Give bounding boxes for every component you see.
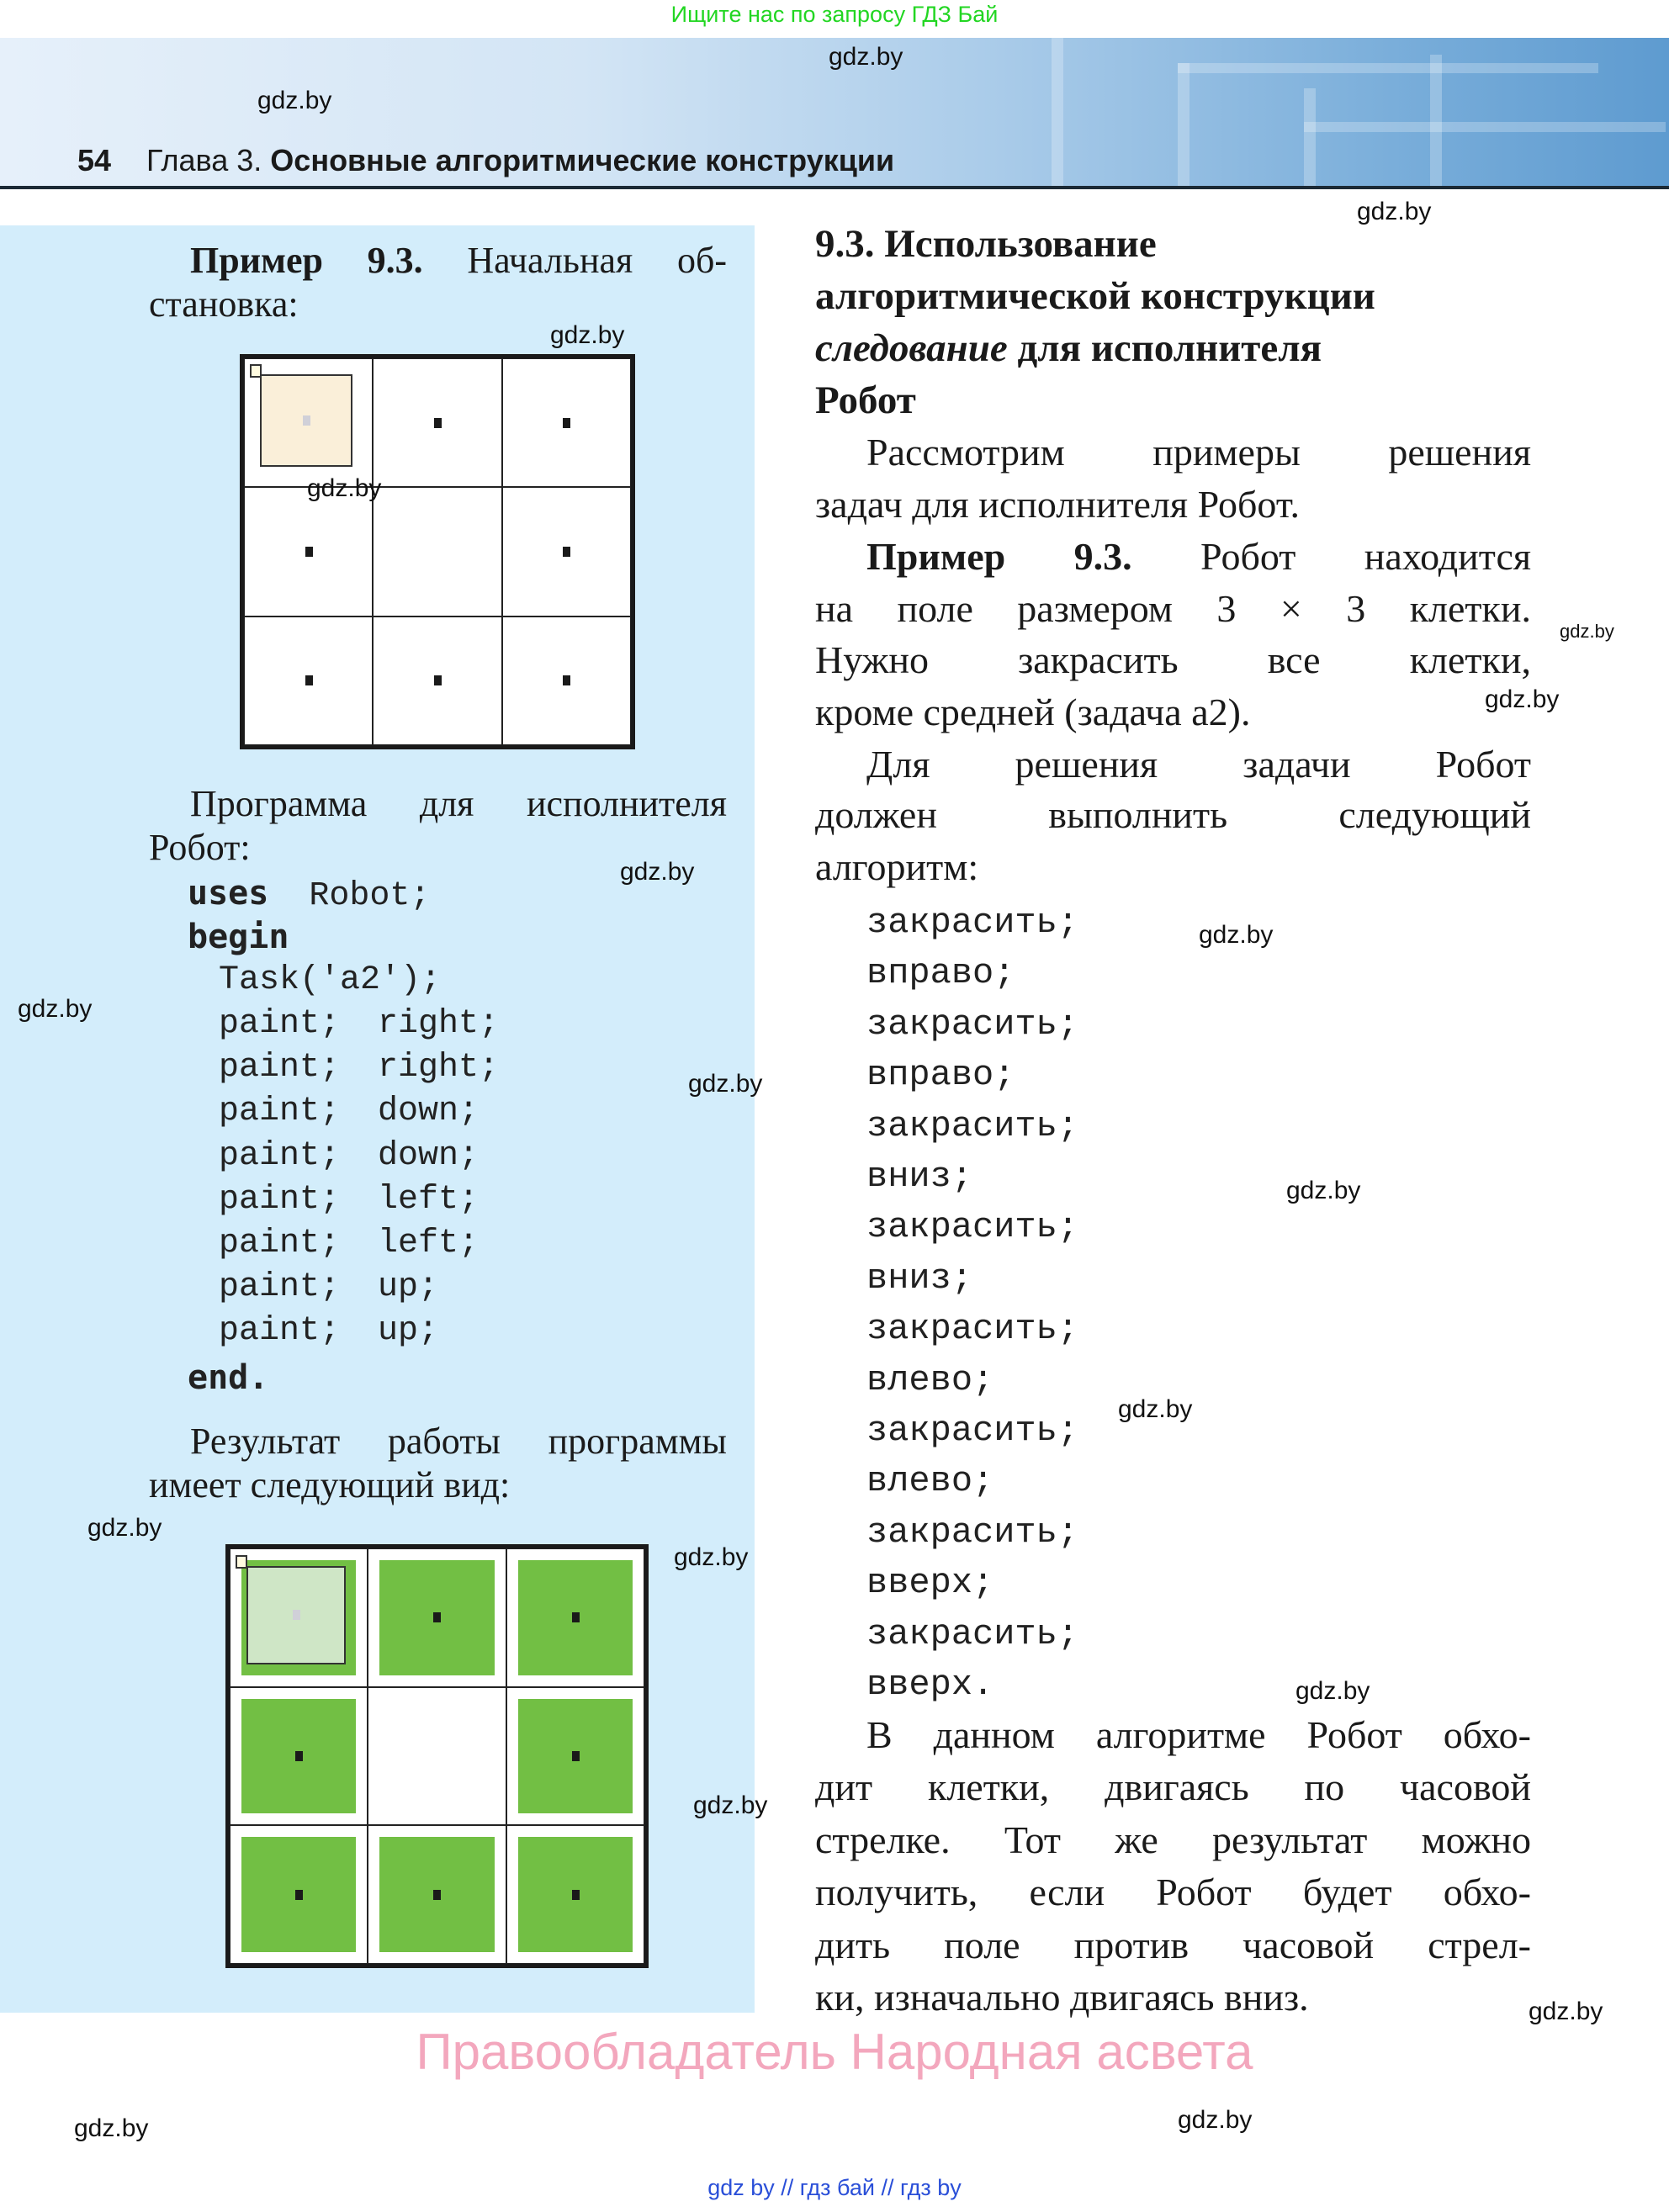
watermark: gdz.by [693,1791,768,1819]
code-move: down; [378,1136,480,1175]
paragraph-line: Рассмотрим примеры решения [866,431,1531,474]
watermark: gdz.by [18,995,93,1023]
paragraph-line: Нужно закрасить все клетки, [815,638,1531,681]
robot-corner-icon [250,364,262,378]
keyword-begin: begin [188,918,289,956]
paragraph-line: дит клетки, двигаясь по часовой [815,1765,1531,1809]
example-label: Пример 9.3. [866,535,1132,578]
paragraph-line: Для решения задачи Робот [866,743,1531,786]
banner-decoration [1178,63,1189,186]
algorithm-step: вверх; [866,1563,994,1604]
banner-decoration [1052,38,1063,186]
watermark: gdz.by [74,2114,149,2142]
chapter-name: Основные алгоритмические конструкции [270,143,895,177]
algorithm-step: закрасить; [866,1105,1079,1146]
copyright-notice: Правообладатель Народная асвета [416,2024,1253,2080]
code-line: Task('a2'); [219,961,442,999]
footer-links[interactable]: gdz by // гдз бай // гдз by [707,2175,962,2200]
section-heading-line4: Робот [815,378,916,422]
grid-cell [373,487,501,616]
cell-marker-icon [563,418,570,428]
heading-text: для исполнителя [1017,326,1322,370]
result-caption: Результат работы программы [190,1421,727,1462]
watermark: gdz.by [1118,1395,1193,1423]
section-heading-line1: 9.3. Использование [815,222,1157,266]
program-intro: Программа для исполнителя [190,783,727,824]
grid-cell [244,487,373,616]
cell-marker-icon [295,1751,303,1761]
algorithm-step: вправо; [866,1055,1015,1096]
cell-marker-icon [563,675,570,685]
cell-marker-icon [434,418,442,428]
chapter-title [146,143,894,178]
code-command: paint; [219,1312,341,1351]
cell-marker-icon [293,1610,300,1620]
keyword: uses [188,874,269,913]
cell-marker-icon [572,1612,580,1622]
code-command: paint; [219,1225,341,1262]
code-command: paint; [219,1136,341,1175]
robot-icon [246,1566,346,1665]
cell-marker-icon [563,547,570,557]
code-move: up; [378,1268,439,1307]
code-command: paint; [219,1180,341,1219]
grid-cell [506,1687,644,1826]
cell-marker-icon [305,675,313,685]
result-field-grid [225,1544,649,1968]
watermark: gdz.by [257,87,332,114]
example-text: Начальная об- [467,240,727,281]
grid-cell [368,1687,506,1826]
grid-cell [506,1825,644,1964]
example-caption [190,237,727,284]
cell-marker-icon [303,415,310,426]
code-move: right; [378,1005,500,1043]
banner-decoration [1430,55,1442,186]
result-caption-line2: имеет следующий вид: [149,1464,511,1506]
code-move: up; [378,1312,439,1351]
banner-decoration [1304,122,1666,132]
paragraph-line: дить поле против часовой стрел- [815,1923,1531,1966]
code-command: paint; [219,1093,341,1131]
watermark: gdz.by [1295,1677,1370,1705]
code-move: right; [378,1049,500,1087]
algorithm-step: закрасить; [866,902,1079,943]
cell-marker-icon [434,675,442,685]
code-command: paint; [219,1049,341,1087]
grid-cell [230,1548,368,1687]
grid-cell [368,1825,506,1964]
watermark: gdz.by [1485,685,1560,713]
paragraph-text: Робот находится [1200,535,1532,578]
paragraph-line: алгоритм: [815,845,979,888]
header-rule [0,186,1669,189]
watermark: gdz.by [1357,198,1432,225]
code-move: left; [378,1180,480,1219]
initial-field-grid [240,354,635,749]
algorithm-step: вверх. [866,1664,994,1705]
watermark: gdz.by [1178,2106,1253,2134]
paragraph-line: стрелке. Тот же результат можно [815,1818,1531,1861]
banner-decoration [1178,63,1598,73]
search-hint: Ищите нас по запросу ГДЗ Бай [670,2,999,27]
code-command: paint; [219,1005,341,1043]
algorithm-step: закрасить; [866,1613,1079,1654]
grid-cell [506,1548,644,1687]
grid-cell [368,1548,506,1687]
code-line [188,871,430,915]
watermark: gdz.by [1199,921,1274,949]
grid-cell [244,617,373,745]
banner-decoration [1304,88,1316,186]
grid-cell [502,487,631,616]
algorithm-step: влево; [866,1461,994,1502]
algorithm-step: закрасить; [866,1511,1079,1553]
chapter-prefix: Глава 3. [146,143,262,177]
program-intro-line2: Робот: [149,827,251,868]
paragraph-line: ки, изначально двигаясь вниз. [815,1976,1309,2019]
cell-marker-icon [305,547,313,557]
grid-cell [230,1825,368,1964]
example-caption-line2: становка: [149,283,299,325]
watermark: gdz.by [829,43,903,71]
cell-marker-icon [295,1890,303,1900]
heading-italic-term: следование [815,326,1008,370]
example-label: Пример 9.3. [190,240,423,281]
code-move: left; [378,1225,480,1262]
code-arg: Robot; [309,877,431,915]
section-heading-line3 [815,325,1322,372]
algorithm-step: вниз; [866,1257,973,1299]
watermark: gdz.by [674,1543,749,1571]
grid-cell [502,617,631,745]
cell-marker-icon [433,1612,441,1622]
section-heading-line2: алгоритмической конструкции [815,274,1375,318]
watermark: gdz.by [620,858,695,886]
algorithm-step: закрасить; [866,1207,1079,1248]
algorithm-step: закрасить; [866,1410,1079,1451]
algorithm-step: закрасить; [866,1309,1079,1350]
grid-cell [373,617,501,745]
cell-marker-icon [572,1890,580,1900]
algorithm-step: вниз; [866,1156,973,1197]
paragraph-line: получить, если Робот будет обхо- [815,1871,1531,1914]
grid-cell [230,1687,368,1826]
watermark: gdz.by [688,1070,763,1098]
code-command: paint; [219,1268,341,1307]
grid-cell [373,358,501,487]
cell-marker-icon [433,1890,441,1900]
grid-cell [502,358,631,487]
algorithm-step: вправо; [866,953,1015,994]
robot-icon [260,374,352,467]
watermark: gdz.by [1560,621,1614,642]
code-move: down; [378,1093,480,1131]
paragraph-line: кроме средней (задача a2). [815,691,1251,733]
paragraph-line: В данном алгоритме Робот обхо- [866,1713,1531,1756]
algorithm-step: влево; [866,1359,994,1400]
robot-corner-icon [236,1555,247,1569]
page-number: 54 [77,143,112,177]
paragraph-line: на поле размером 3 × 3 клетки. [815,587,1531,630]
paragraph-line: задач для исполнителя Робот. [815,483,1300,526]
watermark: gdz.by [1286,1177,1361,1204]
watermark: gdz.by [307,474,382,502]
paragraph-line [866,533,1531,580]
watermark: gdz.by [87,1514,162,1542]
grid-cell [244,358,373,487]
watermark: gdz.by [550,321,625,349]
watermark: gdz.by [1529,1998,1603,2025]
cell-marker-icon [572,1751,580,1761]
keyword-end: end. [188,1358,269,1397]
paragraph-line: должен выполнить следующий [815,793,1531,836]
algorithm-step: закрасить; [866,1003,1079,1045]
